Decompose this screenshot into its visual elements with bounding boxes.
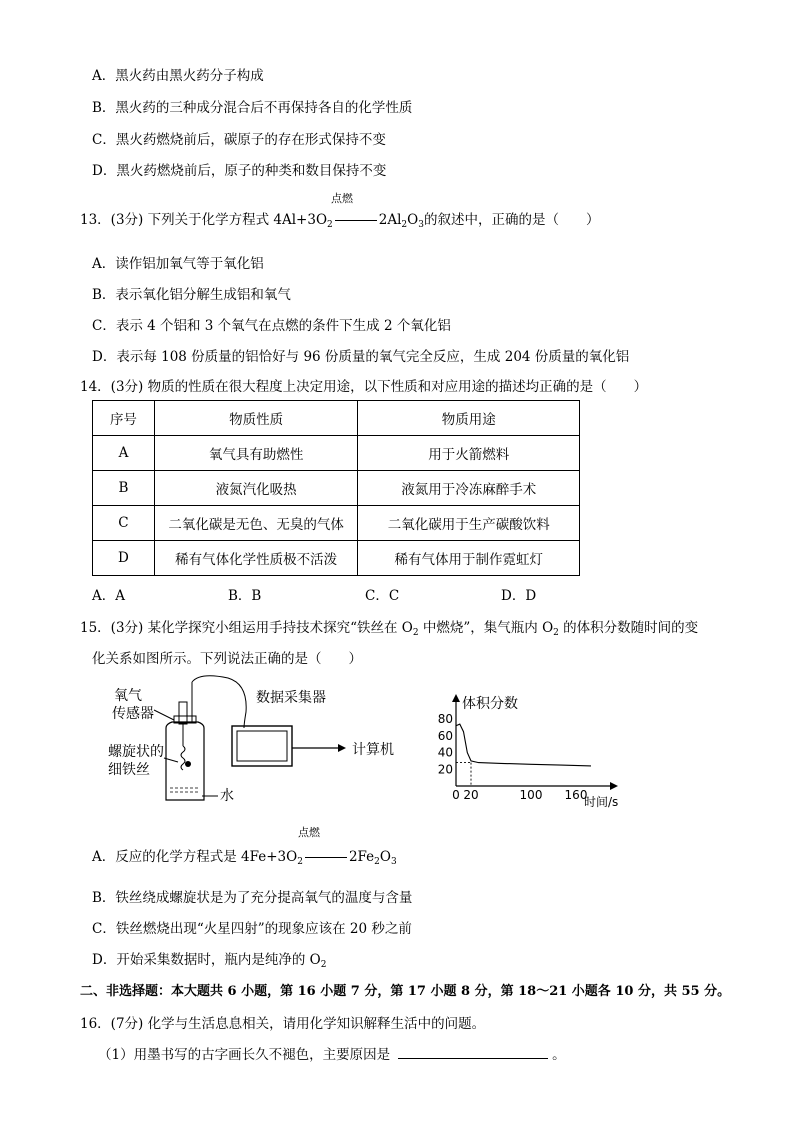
table-cell: 二氧化碳用于生产碳酸饮料 [358, 506, 580, 541]
q13-option-a: A．读作铝加氧气等于氧化铝 [92, 256, 264, 272]
q12-option-a: A．黑火药由黑火药分子构成 [92, 68, 264, 84]
table-cell: 用于火箭燃料 [358, 436, 580, 471]
table-cell: 氧气具有助燃性 [154, 436, 358, 471]
x-axis-label: 时间/s [584, 795, 619, 809]
x-tick-label: 0 [452, 788, 460, 802]
answer-blank[interactable] [398, 1046, 548, 1059]
section-heading: 二、非选择题：本大题共 6 小题，第 16 小题 7 分，第 17 小题 8 分，第 18～21 小题各 10 分，共 55 分。 [80, 984, 731, 999]
table-header-cell: 物质用途 [358, 401, 580, 436]
q13-option-d: D．表示每 108 份质量的铝恰好与 96 份质量的氧气完全反应，生成 204 份质量的氧化铝 [92, 349, 630, 365]
spiral-wire-label-1: 螺旋状的 [108, 744, 164, 760]
q15-stem-line2: 化关系如图所示。下列说法正确的是（ ） [92, 651, 362, 667]
table-row [93, 541, 580, 576]
computer-label: 计算机 [352, 742, 394, 758]
y-axis-label: 体积分数 [462, 696, 518, 712]
table-cell: 液氮汽化吸热 [154, 471, 358, 506]
y-tick-label: 60 [437, 728, 453, 743]
q13-condition: 点燃 [331, 192, 353, 205]
q15-volume-fraction-chart [434, 692, 630, 810]
table-cell: C [93, 506, 155, 541]
table-cell: 液氮用于冷冻麻醉手术 [358, 471, 580, 506]
oxygen-sensor-label-2: 传感器 [112, 706, 154, 722]
table-row [93, 436, 580, 471]
table-header-cell: 序号 [93, 401, 155, 436]
spiral-wire-label-2: 细铁丝 [108, 762, 150, 778]
q15-optA-condition: 点燃 [298, 826, 320, 839]
y-tick-label: 80 [437, 712, 453, 727]
spiral-iron-wire [181, 746, 185, 770]
q16-stem: 16．(7分) 化学与生活息息相关，请用化学知识解释生活中的问题。 [80, 1016, 486, 1032]
q15-option-d: D．开始采集数据时，瓶内是纯净的 $O_2$ [92, 952, 327, 970]
data-collector [232, 726, 292, 766]
oxygen-sensor-label-1: 氧气 [114, 688, 142, 704]
table-cell: D [93, 541, 155, 576]
q14-option-b: B．B [228, 588, 262, 604]
q15-stem-line1: 15．(3分) 某化学探究小组运用手持技术探究“铁丝在 $O_2$ 中燃烧”，集气瓶内 $O_2$ 的体积分数随时间的变 [80, 620, 699, 638]
y-tick-label: 40 [437, 745, 453, 760]
q13-option-b: B．表示氧化铝分解生成铝和氧气 [92, 287, 291, 303]
table-cell: 稀有气体用于制作霓虹灯 [358, 541, 580, 576]
q14-table [92, 400, 580, 576]
x-axis-arrow [610, 782, 618, 790]
q15-equation-line [305, 857, 347, 858]
table-row [93, 506, 580, 541]
q12-option-c: C．黑火药燃烧前后，碳原子的存在形式保持不变 [92, 132, 386, 148]
table-cell: 稀有气体化学性质极不活泼 [154, 541, 358, 576]
y-axis-arrow [452, 694, 460, 702]
q15-option-c: C．铁丝燃烧出现“火星四射”的现象应该在 20 秒之前 [92, 921, 412, 937]
q12-option-b: B．黑火药的三种成分混合后不再保持各自的化学性质 [92, 100, 413, 116]
q14-option-c: C．C [365, 588, 400, 604]
water-label: 水 [220, 788, 234, 804]
series-line [456, 724, 591, 766]
q14-option-a: A．A [92, 588, 125, 604]
table-cell: A [93, 436, 155, 471]
table-cell: B [93, 471, 155, 506]
table-header-cell: 物质性质 [154, 401, 358, 436]
q15-apparatus-figure [108, 672, 420, 810]
q12-option-d: D．黑火药燃烧前后，原子的种类和数目保持不变 [92, 163, 387, 179]
q14-option-d: D．D [501, 588, 537, 604]
table-cell: 二氧化碳是无色、无臭的气体 [154, 506, 358, 541]
y-tick-label: 20 [437, 762, 453, 777]
q15-option-a: A．反应的化学方程式是 $4Fe+3O_2$ $2Fe_2O_3$ [92, 849, 397, 867]
q16-sub1: （1）用墨书写的古字画长久不褪色，主要原因是 。 [98, 1047, 566, 1063]
q15-option-b: B．铁丝绕成螺旋状是为了充分提高氧气的温度与含量 [92, 890, 413, 906]
q14-stem: 14．(3分) 物质的性质在很大程度上决定用途，以下性质和对应用途的描述均正确的是（ ） [80, 379, 648, 395]
q13-option-c: C．表示 4 个铝和 3 个氧气在点燃的条件下生成 2 个氧化铝 [92, 318, 451, 334]
collector-label: 数据采集器 [256, 690, 326, 706]
q13-equation-line [335, 220, 377, 221]
table-header-row [93, 401, 580, 436]
x-tick-label: 100 [519, 788, 543, 802]
q13-stem: 13．(3分) 下列关于化学方程式 $4Al+3O_2$ $2Al_2O_3$的叙述中，正确的是（ ） [80, 212, 600, 230]
table-row [93, 471, 580, 506]
x-tick-label: 20 [463, 788, 479, 802]
x-tick-label: 160 [564, 788, 588, 802]
